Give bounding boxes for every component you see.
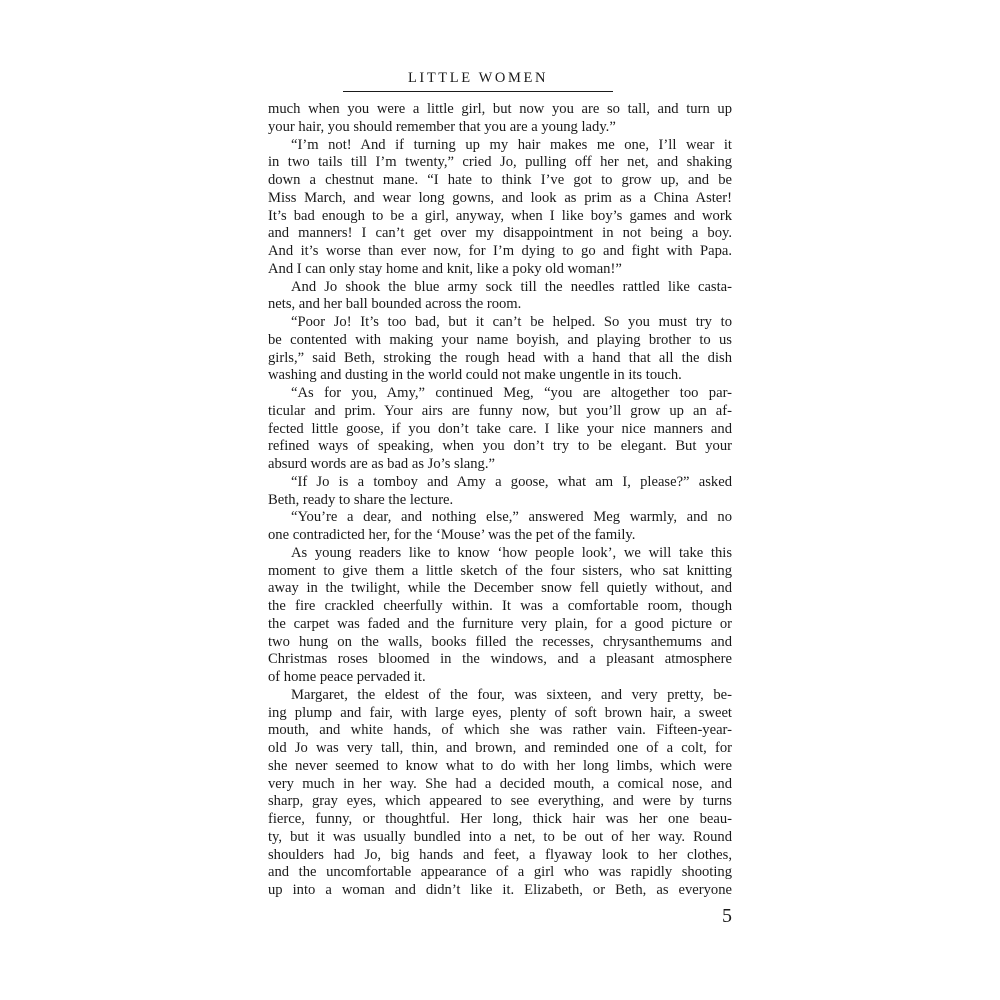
text-line: of home peace pervaded it. — [268, 669, 426, 685]
text-line: two hung on the walls, books filled the recesses, chrysanthemums and — [268, 633, 732, 650]
body-text — [268, 101, 732, 900]
text-line: one contradicted her, for the ‘Mouse’ was the pet of the family. — [268, 527, 636, 543]
text-line: fierce, funny, or thoughtful. Her long, thick hair was her one beau- — [268, 811, 732, 827]
text-line: mouth, and white hands, of which she was rather vain. Fifteen-year- — [268, 722, 732, 739]
text-line: fected little goose, if you don’t take care. I like your nice manners and — [268, 420, 732, 437]
text-line: ing plump and fair, with large eyes, plenty of soft brown hair, a sweet — [268, 704, 732, 721]
text-line: nets, and her ball bounded across the room. — [268, 296, 522, 313]
page-number: 5 — [722, 905, 732, 927]
text-line: “I’m not! And if turning up my hair makes me one, I’ll wear it — [291, 136, 732, 153]
text-line: absurd words are as bad as Jo’s slang.” — [268, 456, 495, 472]
text-line: down a chestnut mane. “I hate to think I’ve got to grow up, and be — [268, 172, 732, 188]
text-line: in two tails till I’m twenty,” cried Jo, pulling off her net, and shaking — [268, 154, 732, 171]
text-line: “As for you, Amy,” continued Meg, “you are altogether too par- — [291, 385, 732, 401]
text-line: much when you were a little girl, but now you are so tall, and turn up — [268, 101, 732, 117]
text-line: Beth, ready to share the lecture. — [268, 491, 454, 508]
text-line: refined ways of speaking, when you don’t try to be elegant. But your — [268, 438, 732, 455]
running-head: LITTLE WOMEN — [407, 70, 549, 86]
text-line: and the uncomfortable appearance of a girl who was rapidly shooting — [268, 864, 732, 881]
text-line: “You’re a dear, and nothing else,” answered Meg warmly, and no — [291, 509, 732, 526]
text-line: “Poor Jo! It’s too bad, but it can’t be helped. So you must try to — [291, 314, 732, 330]
text-line: washing and dusting in the world could not make ungentle in its touch. — [268, 367, 682, 384]
text-line: And it’s worse than ever now, for I’m dying to go and fight with Papa. — [268, 243, 732, 259]
text-line: very much in her way. She had a decided mouth, a comical nose, and — [268, 775, 732, 792]
text-line: As young readers like to know ‘how people look’, we will take this — [291, 544, 732, 561]
text-line: be contented with making your name boyish, and playing brother to us — [268, 331, 732, 348]
text-line: away in the twilight, while the December snow fell quietly without, and — [268, 580, 732, 597]
text-line: And I can only stay home and knit, like a poky old woman!” — [268, 260, 622, 277]
text-line: Miss March, and wear long gowns, and look as prim as a China Aster! — [268, 189, 732, 206]
text-line: the carpet was faded and the furniture very plain, for a good picture or — [268, 615, 732, 632]
text-line: sharp, gray eyes, which appeared to see everything, and were by turns — [268, 793, 732, 810]
text-line: moment to give them a little sketch of the four sisters, who sat knitting — [268, 562, 732, 579]
text-line: Christmas roses bloomed in the windows, and a pleasant atmosphere — [268, 651, 732, 668]
text-line: shoulders had Jo, big hands and feet, a flyaway look to her clothes, — [268, 846, 732, 863]
text-line: “If Jo is a tomboy and Amy a goose, what am I, please?” asked — [291, 473, 732, 490]
text-line: the fire crackled cheerfully within. It was a comfortable room, though — [268, 598, 732, 614]
text-line: she never seemed to know what to do with her long limbs, which were — [268, 757, 732, 774]
text-line: Margaret, the eldest of the four, was sixteen, and very pretty, be- — [291, 686, 732, 703]
text-line: It’s bad enough to be a girl, anyway, when I like boy’s games and work — [268, 207, 732, 224]
text-line: And Jo shook the blue army sock till the needles rattled like casta- — [291, 278, 732, 295]
header-rule — [343, 91, 613, 92]
text-line: ty, but it was usually bundled into a net, to be out of her way. Round — [268, 828, 732, 845]
text-line: and manners! I can’t get over my disappointment in not being a boy. — [268, 225, 732, 242]
text-line: your hair, you should remember that you are a young lady.” — [268, 118, 616, 135]
text-line: old Jo was very tall, thin, and brown, and reminded one of a colt, for — [268, 740, 732, 756]
text-line: girls,” said Beth, stroking the rough head with a hand that all the dish — [268, 349, 732, 366]
text-line: ticular and prim. Your airs are funny now, but you’ll grow up an af- — [268, 402, 732, 419]
text-line: up into a woman and didn’t like it. Elizabeth, or Beth, as everyone — [268, 882, 732, 898]
